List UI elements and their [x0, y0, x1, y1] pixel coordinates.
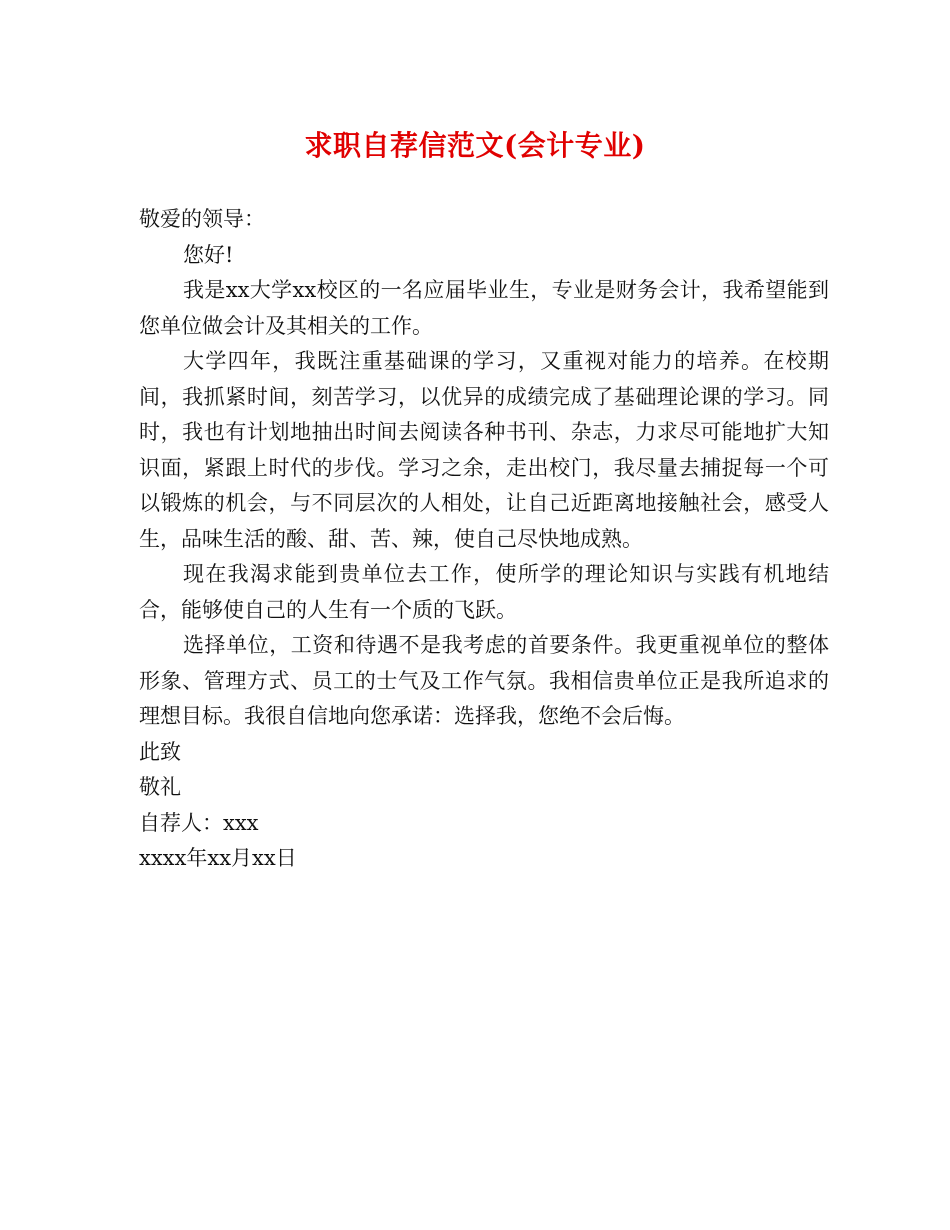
- signature: 自荐人：xxx: [139, 810, 259, 835]
- closing-line-2: 敬礼: [139, 775, 181, 799]
- closing-line-1: 此致: [139, 739, 181, 764]
- letter-body: [139, 202, 829, 877]
- paragraph-aspiration: 现在我渴求能到贵单位去工作，使所学的理论知识与实践有机地结合，能够使自己的人生有一个质的飞跃。: [139, 562, 829, 622]
- paragraph-study: 大学四年，我既注重基础课的学习，又重视对能力的培养。在校期间，我抓紧时间，刻苦学习，以优异的成绩完成了基础理论课的学习。同时，我也有计划地抽出时间去阅读各种书刊、杂志，力求尽可能地扩大知识面，紧跟上时代的步伐。学习之余，走出校门，我尽量去捕捉每一个可以锻炼的机会，与不同层次的人相处，让自己近距离地接触社会，感受人生，品味生活的酸、甜、苦、辣，使自己尽快地成熟。: [139, 349, 829, 551]
- paragraph-intro: 我是xx大学xx校区的一名应届毕业生，专业是财务会计，我希望能到您单位做会计及其相关的工作。: [139, 278, 829, 338]
- salutation: 敬爱的领导：: [139, 207, 265, 231]
- greeting: 您好!: [183, 242, 234, 267]
- date: xxxx年xx月xx日: [139, 846, 297, 870]
- document-title: 求职自荐信范文(会计专业): [304, 129, 646, 162]
- paragraph-choice: 选择单位，工资和待遇不是我考虑的首要条件。我更重视单位的整体形象、管理方式、员工的士气及工作气氛。我相信贵单位正是我所追求的理想目标。我很自信地向您承诺：选择我，您绝不会后悔。: [139, 633, 829, 728]
